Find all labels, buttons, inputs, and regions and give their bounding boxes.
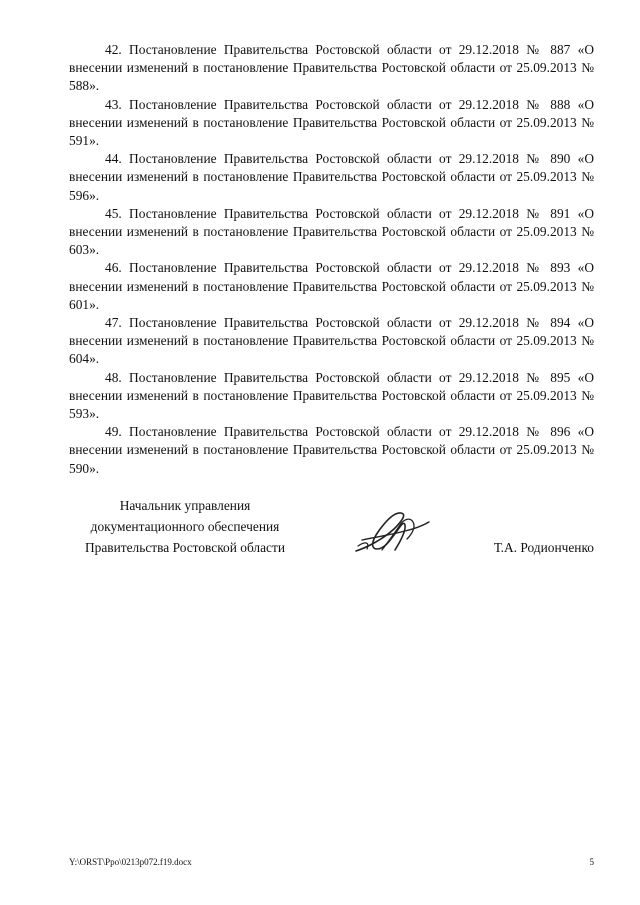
- official-position: [69, 495, 301, 558]
- item-number: 44.: [105, 151, 122, 167]
- list-item: [69, 369, 594, 424]
- item-number: 49.: [105, 424, 122, 440]
- item-text: Постановление Правительства Ростовской области от 29.12.2018 № 896 «О внесении изменений в постановление Правительства Ростовской области от 25.09.2013 № 590».: [69, 424, 594, 476]
- item-text: Постановление Правительства Ростовской области от 29.12.2018 № 891 «О внесении изменений в постановление Правительства Ростовской области от 25.09.2013 № 603».: [69, 205, 594, 258]
- list-item: [69, 96, 594, 151]
- item-number: 48.: [105, 369, 122, 385]
- position-line: Правительства Ростовской области: [84, 540, 286, 555]
- item-text: Постановление Правительства Ростовской области от 29.12.2018 № 894 «О внесении изменений в постановление Правительства Ростовской области от 25.09.2013 № 604».: [69, 315, 594, 367]
- item-text: Постановление Правительства Ростовской области от 29.12.2018 № 890 «О внесении изменений в постановление Правительства Ростовской области от 25.09.2013 № 596».: [69, 151, 594, 203]
- position-line: Начальник управления: [119, 498, 251, 513]
- signature-block: [69, 495, 594, 575]
- list-item: [69, 423, 594, 478]
- list-item: [69, 314, 594, 369]
- item-text: Постановление Правительства Ростовской области от 29.12.2018 № 893 «О внесении изменений в постановление Правительства Ростовской области от 25.09.2013 № 601».: [69, 260, 594, 312]
- list-item: [69, 41, 594, 96]
- resolution-list: [69, 41, 594, 478]
- list-item: [69, 150, 594, 205]
- item-text: Постановление Правительства Ростовской области от 29.12.2018 № 888 «О внесении изменений в постановление Правительства Ростовской области от 25.09.2013 № 591».: [69, 96, 594, 149]
- item-number: 43.: [105, 96, 122, 112]
- file-path: Y:\ORST\Ppo\0213p072.f19.docx: [69, 857, 192, 867]
- page-number: 5: [589, 857, 594, 867]
- signer-name: Т.А. Родионченко: [493, 540, 594, 555]
- handwritten-signature-icon: [352, 511, 432, 559]
- item-number: 47.: [105, 315, 122, 331]
- item-number: 45.: [105, 205, 122, 221]
- list-item: [69, 259, 594, 314]
- item-number: 42.: [105, 42, 122, 57]
- item-text: Постановление Правительства Ростовской области от 29.12.2018 № 895 «О внесении изменений в постановление Правительства Ростовской области от 25.09.2013 № 593».: [69, 369, 594, 422]
- list-item: [69, 205, 594, 260]
- position-line: документационного обеспечения: [90, 519, 280, 534]
- item-number: 46.: [105, 260, 122, 276]
- item-text: Постановление Правительства Ростовской области от 29.12.2018 № 887 «О внесении изменений в постановление Правительства Ростовской области от 25.09.2013 № 588».: [69, 42, 594, 94]
